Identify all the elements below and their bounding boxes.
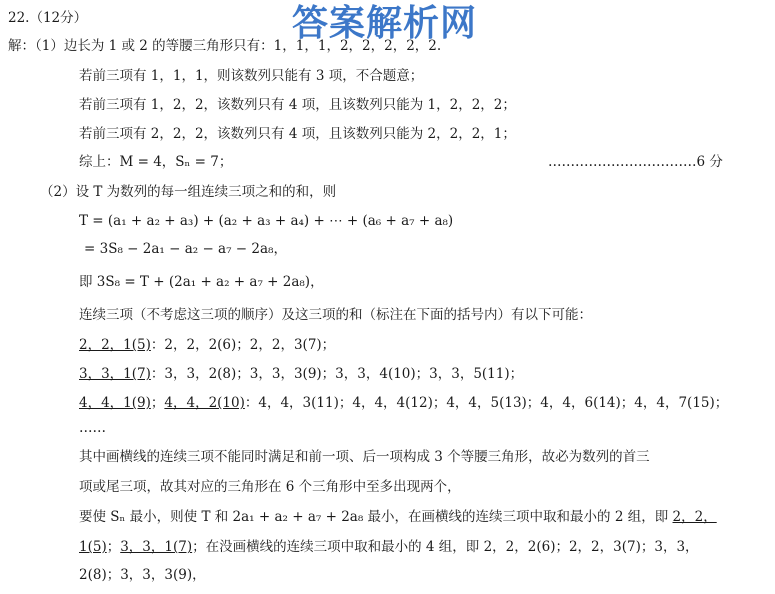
underlined-triple: 3，3，1(7)	[120, 539, 193, 555]
part1-intro: 解：（1）边长为 1 或 2 的等腰三角形只有：1，1，1，2，2，2，2，2.	[8, 38, 442, 54]
paragraph-2-line-3: 2(8)；3，3，3(9)，	[79, 567, 206, 583]
paragraph-1-line-2: 项或尾三项，故其对应的三角形在 6 个三角形中至多出现两个，	[79, 479, 461, 495]
watermark-logo: 答案解析网	[292, 3, 478, 44]
part2-equation-1: T = (a₁ + a₂ + a₃) + (a₂ + a₃ + a₄) + ⋯ + (a₆ + a₇ + a₈)	[79, 213, 454, 229]
row-rest: ：4，4，3(11)；4，4，4(12)；4，4，5(13)；4，4，6(14)；4，4，7(15)；	[244, 395, 729, 411]
underlined-triple: 2，2，1(5)	[79, 337, 151, 353]
part1-score: ……………………………6 分	[548, 154, 723, 170]
row-separator: ；	[106, 539, 121, 555]
part2-equation-2: = 3S₈ − 2a₁ − a₂ − a₇ − 2a₈，	[84, 241, 287, 257]
part2-possibilities-intro: 连续三项（不考虑这三项的顺序）及这三项的和（标注在下面的括号内）有以下可能：	[79, 307, 592, 323]
row-rest: ：3，3，2(8)；3，3，3(9)；3，3，4(10)；3，3，5(11)；	[150, 366, 524, 382]
row-separator: ；	[150, 395, 165, 411]
problem-header: 22.（12分）	[8, 10, 88, 26]
paragraph-2-line-2	[79, 538, 699, 556]
part2-equation-3: 即 3S₈ = T + (2a₁ + a₂ + a₇ + 2a₈)，	[79, 274, 324, 290]
part1-summary: 综上：M = 4，Sₙ = 7；	[79, 154, 233, 170]
possibility-row-4	[79, 394, 728, 412]
paragraph-2-line-1	[79, 508, 717, 526]
part2-intro: （2）设 T 为数列的每一组连续三项之和的和，则	[40, 184, 337, 200]
part1-case3: 若前三项有 2，2，2，该数列只有 4 项，且该数列只能为 2，2，2，1；	[79, 126, 516, 142]
underlined-triple: 4，4，2(10)	[164, 395, 245, 411]
row-rest: ：2，2，2(6)；2，2，3(7)；	[150, 337, 336, 353]
possibility-row-2	[79, 336, 335, 354]
para2-text: 要使 Sₙ 最小，则使 T 和 2a₁ + a₂ + a₇ + 2a₈ 最小，在画横线的连续三项中取和最小的 2 组，即	[79, 509, 673, 525]
possibility-row-3	[79, 365, 523, 383]
part1-case2: 若前三项有 1，2，2，该数列只有 4 项，且该数列只能为 1，2，2，2；	[79, 97, 516, 113]
underlined-triple: 1(5)	[79, 539, 107, 555]
para2-text: ；在没画横线的连续三项中取和最小的 4 组，即 2，2，2(6)；2，2，3(7)；3，3，	[192, 539, 699, 555]
underlined-triple: 3，3，1(7)	[79, 366, 151, 382]
paragraph-1-line-1: 其中画横线的连续三项不能同时满足和前一项、后一项构成 3 个等腰三角形，故必为数列的首三	[79, 449, 650, 465]
underlined-triple: 2，2，	[672, 509, 717, 525]
ellipsis: ……	[79, 420, 106, 436]
underlined-triple: 4，4，1(9)	[79, 395, 151, 411]
part1-case1: 若前三项有 1，1，1，则该数列只能有 3 项，不合题意；	[79, 68, 424, 84]
